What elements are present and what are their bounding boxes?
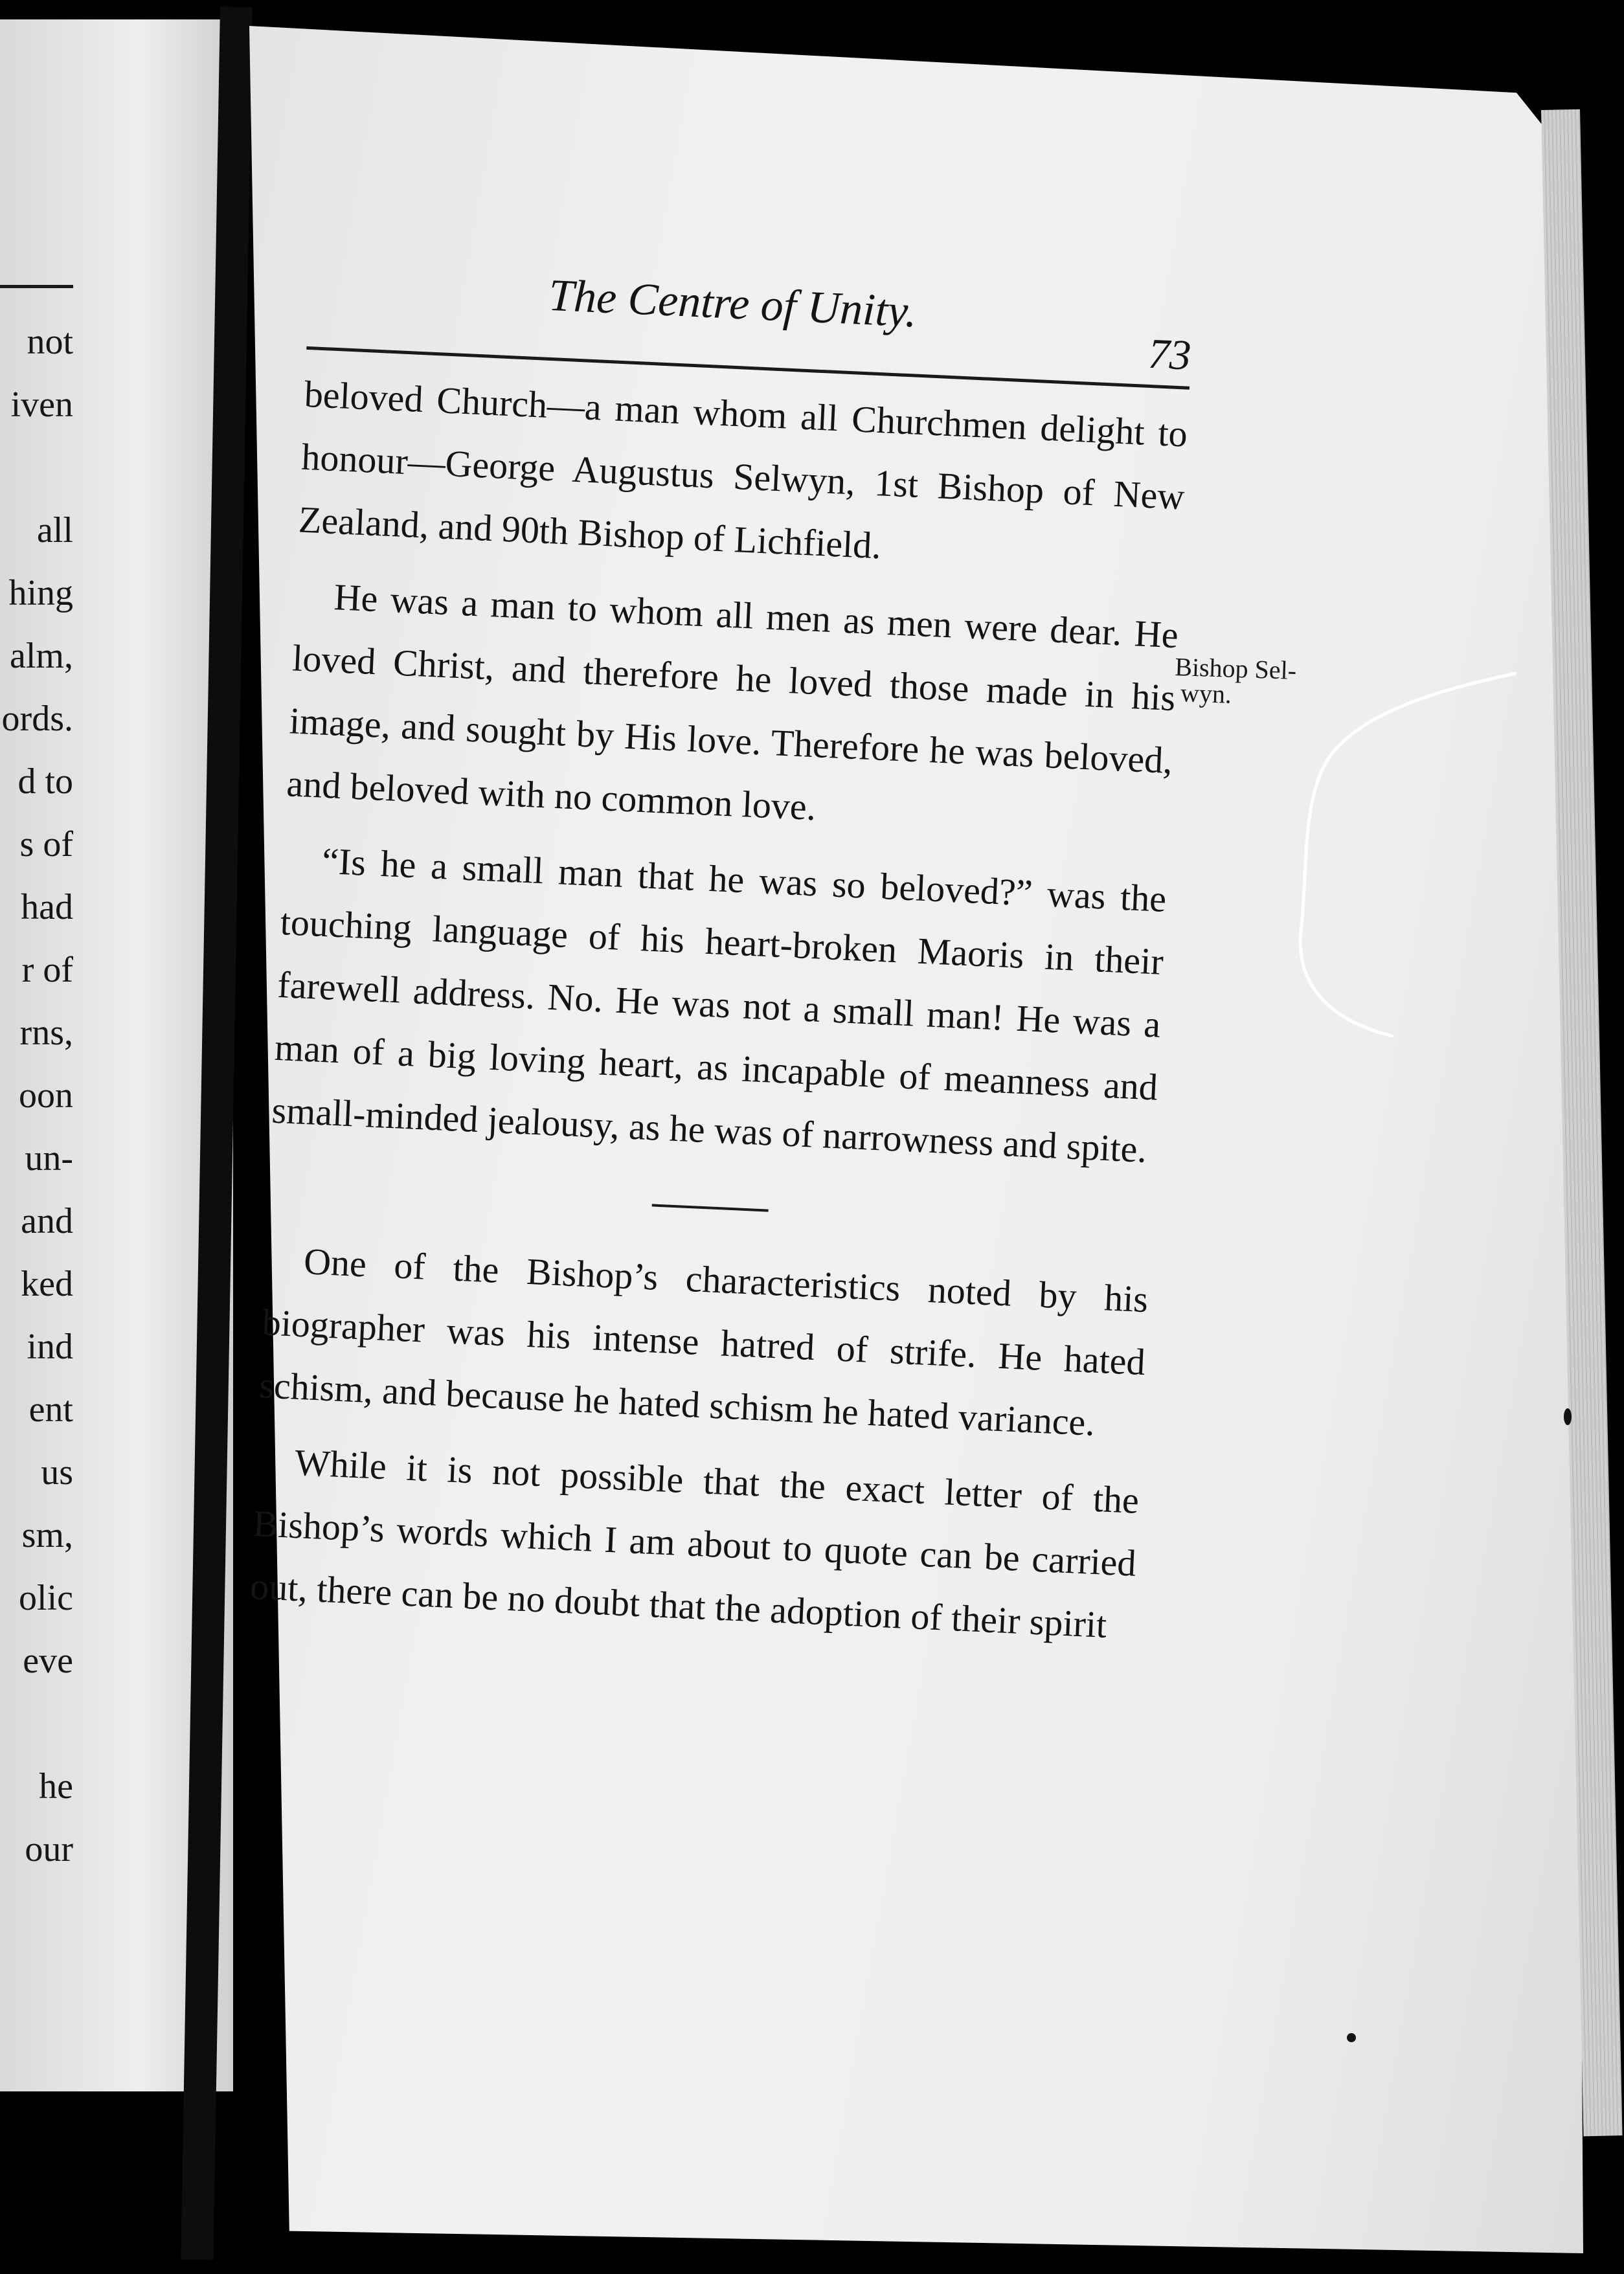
left-fragment: eve bbox=[23, 1641, 73, 1681]
paragraph-4: One of the Bishop’s characteristics noted by his biographer was his intense hatred of strife. He hated schism, and because he hated schism he hated variance. bbox=[258, 1240, 1149, 1444]
left-fragment: and bbox=[21, 1201, 73, 1241]
left-fragment: ked bbox=[21, 1264, 73, 1304]
left-fragment: ords. bbox=[1, 699, 73, 739]
sidenote-line-1: Bishop Sel- bbox=[1174, 652, 1297, 685]
left-fragment: hing bbox=[8, 573, 73, 613]
left-fragment: our bbox=[25, 1829, 73, 1869]
page-number: 73 bbox=[1147, 330, 1192, 379]
ink-speck bbox=[1347, 2033, 1356, 2042]
paragraph-5: While it is not possible that the exact letter of the Bishop’s words which I am about to quote can be carried out, there can be no doubt that the adoption of their spirit bbox=[249, 1441, 1140, 1646]
paragraph-3: “Is he a small man that he was so beloved?” was the touching language of his heart-broken Maoris in their farewell address. No. He was not a small man! He was a man of a big loving heart, as incapable of meanness and small-minded jealousy, as he was of narrowness and spite. bbox=[271, 839, 1167, 1171]
left-fragment: oon bbox=[19, 1075, 73, 1116]
paragraph-1: beloved Church—a man whom all Churchmen delight to honour—George Augustus Selwyn, 1st Bishop of New Zealand, and 90th Bishop of Lichfield. bbox=[297, 372, 1189, 567]
left-fragment: he bbox=[39, 1766, 73, 1807]
left-fragment: had bbox=[21, 887, 73, 927]
section-separator bbox=[651, 1204, 768, 1211]
left-page-header-rule bbox=[0, 285, 73, 288]
left-page-text-fragments bbox=[0, 311, 73, 1881]
left-fragment: alm, bbox=[10, 636, 73, 676]
left-fragment: rns, bbox=[19, 1013, 73, 1053]
running-title: The Centre of Unity. bbox=[547, 270, 918, 337]
left-fragment: all bbox=[37, 510, 73, 550]
page-text-block bbox=[249, 253, 1193, 1658]
paragraph-2: He was a man to whom all men as men were dear. He loved Christ, and therefore he loved those made in his image, and sought by His love. Therefore he was beloved, and beloved with no common love. bbox=[286, 576, 1180, 829]
left-fragment: ind bbox=[27, 1327, 73, 1367]
left-fragment: s of bbox=[19, 824, 73, 864]
left-fragment: un- bbox=[25, 1138, 73, 1178]
ink-speck bbox=[1564, 1408, 1572, 1425]
left-fragment: d to bbox=[17, 761, 73, 802]
left-fragment: sm, bbox=[21, 1515, 73, 1555]
left-fragment: r of bbox=[21, 950, 73, 990]
left-fragment: not bbox=[27, 322, 73, 362]
sidenote-line-2: wyn. bbox=[1180, 678, 1232, 709]
left-fragment: olic bbox=[19, 1578, 73, 1618]
left-fragment: ent bbox=[28, 1390, 73, 1430]
left-fragment: us bbox=[41, 1452, 73, 1492]
left-fragment: iven bbox=[10, 385, 73, 425]
pencil-bracket-mark bbox=[1295, 667, 1528, 1055]
